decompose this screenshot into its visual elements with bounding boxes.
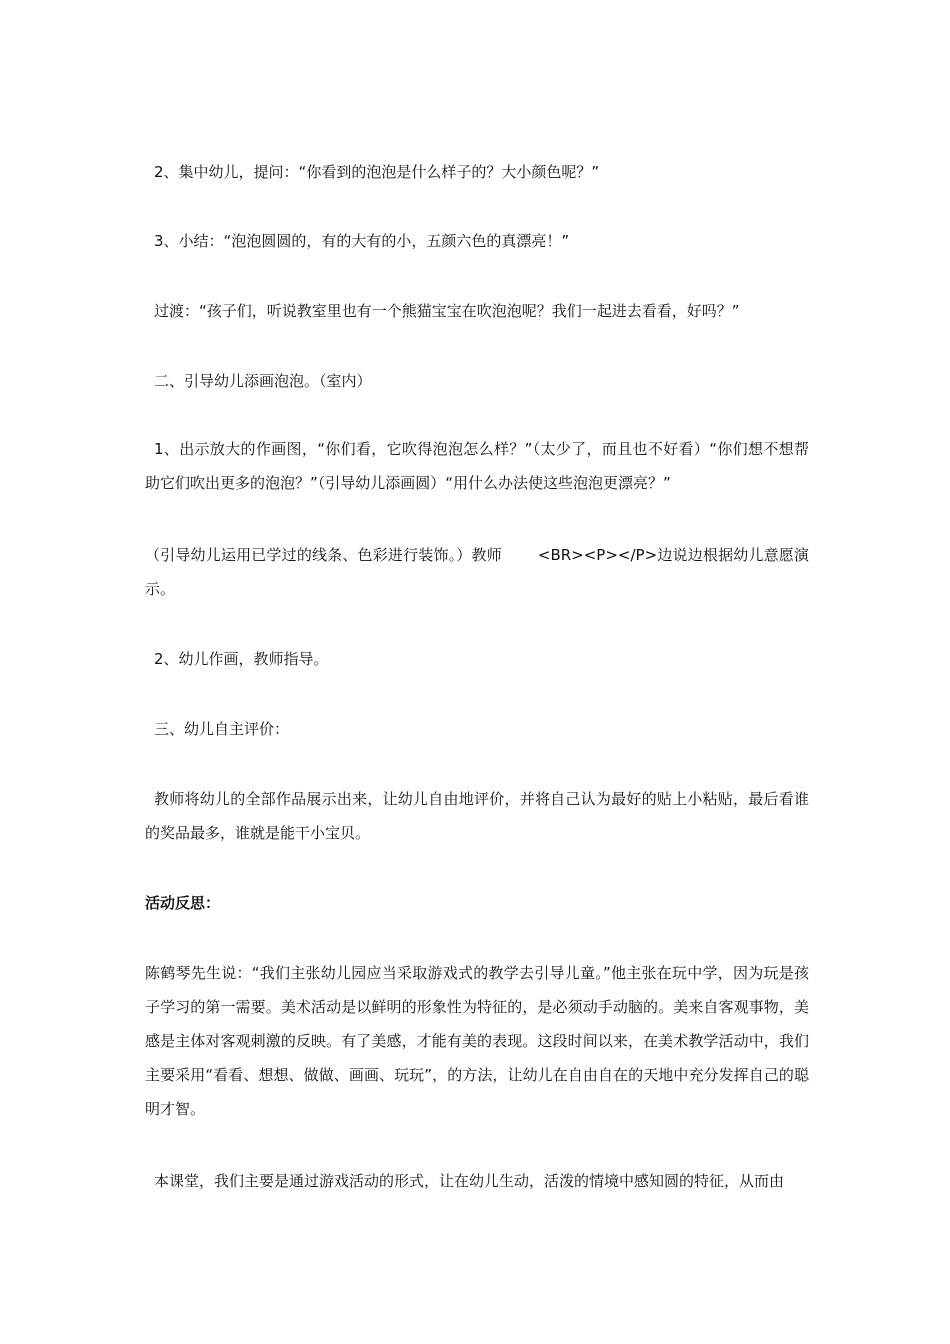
paragraph-guide-decoration-part2: <BR><P></P>边说边根据幼儿意愿演示。: [145, 546, 809, 598]
paragraph-question: 2、集中幼儿，提问：“你看到的泡泡是什么样子的？大小颜色呢？”: [154, 163, 600, 181]
paragraph-show-drawing: 1、出示放大的作画图，“你们看，它吹得泡泡怎么样？”（太少了，而且也不好看）“你们想不想帮助它们吹出更多的泡泡？”（引导幼儿添画圆）“用什么办法使这些泡泡更漂亮？”: [145, 440, 809, 492]
paragraph-guide-decoration-part1: （引导幼儿运用已学过的线条、色彩进行装饰。）教师: [145, 546, 502, 564]
paragraph-summary: 3、小结：“泡泡圆圆的，有的大有的小，五颜六色的真漂亮！”: [154, 232, 570, 250]
paragraph-classroom: 本课堂，我们主要是通过游戏活动的形式，让在幼儿生动，活泼的情境中感知圆的特征，从而由: [154, 1172, 785, 1190]
paragraph-reflection: 陈鹤琴先生说：“我们主张幼儿园应当采取游戏式的教学去引导儿童。”他主张在玩中学，因为玩是孩子学习的第一需要。美术活动是以鲜明的形象性为特征的，是必须动手动脑的。美来自客观事物，美感是主体对客观刺激的反映。有了美感，才能有美的表现。这段时间以来，在美术教学活动中，我们主要采用“看看、想想、做做、画画、玩玩”，的方法，让幼儿在自由自在的天地中充分发挥自己的聪明才智。: [145, 964, 809, 1118]
paragraph-evaluation: 教师将幼儿的全部作品展示出来，让幼儿自由地评价，并将自己认为最好的贴上小粘贴，最后看谁的奖品最多，谁就是能干小宝贝。: [145, 790, 809, 842]
reflection-heading: 活动反思：: [145, 894, 221, 912]
section-heading-3: 三、幼儿自主评价：: [154, 720, 290, 738]
paragraph-children-draw: 2、幼儿作画，教师指导。: [154, 650, 329, 668]
paragraph-transition: 过渡：“孩子们，听说教室里也有一个熊猫宝宝在吹泡泡呢？我们一起进去看看，好吗？”: [154, 302, 740, 320]
paragraph-guide-decoration: [145, 538, 809, 606]
section-heading-2: 二、引导幼儿添画泡泡。（室内）: [154, 372, 372, 390]
